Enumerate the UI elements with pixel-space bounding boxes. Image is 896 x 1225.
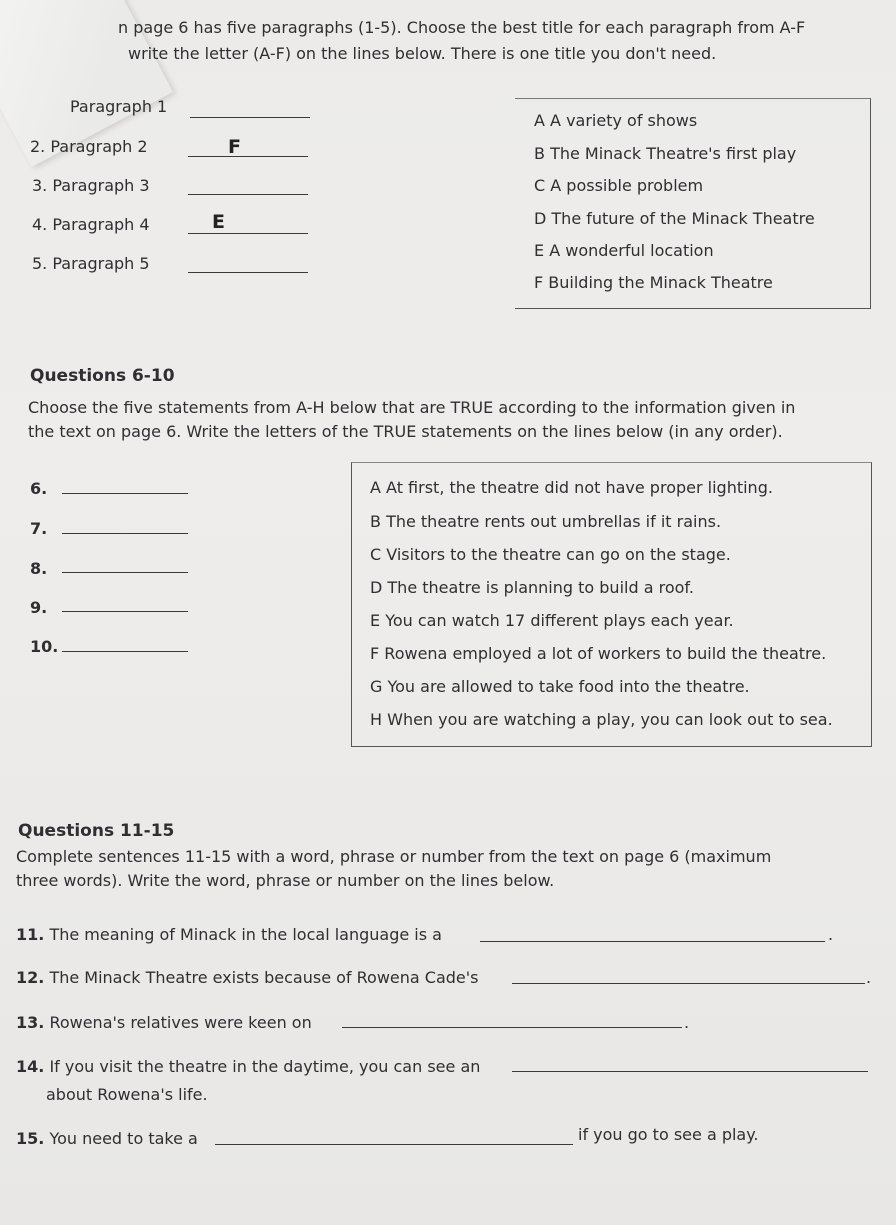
question-12 <box>16 968 479 987</box>
question-13-period: . <box>684 1013 690 1032</box>
title-option-c: C A possible problem <box>534 176 704 195</box>
question-11-text: The meaning of Minack in the local language is a <box>49 925 442 944</box>
paragraph-2-label: 2. Paragraph 2 <box>30 137 148 156</box>
questions-6-10-heading: Questions 6-10 <box>30 366 175 386</box>
question-15-text: You need to take a <box>49 1129 198 1148</box>
question-12-text: The Minack Theatre exists because of Rowena Cade's <box>49 968 479 987</box>
statement-e: E You can watch 17 different plays each year. <box>370 611 734 630</box>
question-13 <box>16 1013 312 1032</box>
question-14-text: If you visit the theatre in the daytime, you can see an <box>49 1057 481 1076</box>
paragraph-3-answer-line[interactable] <box>188 194 308 195</box>
title-option-d: D The future of the Minack Theatre <box>534 209 815 228</box>
question-13-text: Rowena's relatives were keen on <box>49 1013 312 1032</box>
question-15-number: 15. <box>16 1129 45 1148</box>
paragraph-3-label: 3. Paragraph 3 <box>32 176 150 195</box>
question-14-number: 14. <box>16 1057 45 1076</box>
question-7-number: 7. <box>30 519 48 538</box>
paragraph-5-answer-line[interactable] <box>188 272 308 273</box>
intro-line-1: n page 6 has five paragraphs (1-5). Choose the best title for each paragraph from A-F <box>118 18 806 37</box>
question-8-number: 8. <box>30 559 48 578</box>
question-15-tail: if you go to see a play. <box>578 1125 759 1144</box>
statement-c: C Visitors to the theatre can go on the stage. <box>370 545 731 564</box>
paragraph-1-answer-line[interactable] <box>190 117 310 118</box>
question-12-number: 12. <box>16 968 45 987</box>
question-15 <box>16 1129 198 1148</box>
statement-f: F Rowena employed a lot of workers to build the theatre. <box>370 644 827 663</box>
question-11-period: . <box>828 925 834 944</box>
statements-box <box>351 462 872 747</box>
statement-g: G You are allowed to take food into the theatre. <box>370 677 750 696</box>
part2-instruction-line-1: Choose the five statements from A-H below that are TRUE according to the information given in <box>28 398 796 417</box>
title-option-a: A A variety of shows <box>534 111 698 130</box>
question-12-period: . <box>866 968 872 987</box>
question-11-number: 11. <box>16 925 45 944</box>
paragraph-2-answer-line[interactable] <box>188 156 308 157</box>
question-13-answer-line[interactable] <box>342 1027 682 1028</box>
part3-instruction-line-2: three words). Write the word, phrase or number on the lines below. <box>16 871 555 890</box>
statement-a: A At first, the theatre did not have proper lighting. <box>370 478 773 497</box>
statement-h: H When you are watching a play, you can look out to sea. <box>370 710 833 729</box>
paragraph-4-label: 4. Paragraph 4 <box>32 215 150 234</box>
title-option-f: F Building the Minack Theatre <box>534 273 773 292</box>
statement-b: B The theatre rents out umbrellas if it rains. <box>370 512 722 531</box>
question-13-number: 13. <box>16 1013 45 1032</box>
question-14 <box>16 1057 480 1076</box>
intro-line-2: write the letter (A-F) on the lines below. There is one title you don't need. <box>128 44 717 63</box>
paragraph-5-label: 5. Paragraph 5 <box>32 254 150 273</box>
question-14-continuation: about Rowena's life. <box>46 1085 208 1104</box>
question-7-answer-line[interactable] <box>62 533 188 534</box>
question-9-answer-line[interactable] <box>62 611 188 612</box>
question-8-answer-line[interactable] <box>62 572 188 573</box>
part2-instruction-line-2: the text on page 6. Write the letters of the TRUE statements on the lines below (in any order). <box>28 422 783 441</box>
paragraph-2-answer: F <box>228 136 241 158</box>
question-9-number: 9. <box>30 598 48 617</box>
question-6-number: 6. <box>30 479 48 498</box>
statement-d: D The theatre is planning to build a roof. <box>370 578 694 597</box>
question-14-answer-line[interactable] <box>512 1071 868 1072</box>
paragraph-4-answer: E <box>212 211 225 233</box>
question-15-answer-line[interactable] <box>215 1144 573 1145</box>
question-10-number: 10. <box>30 637 59 656</box>
paragraph-1-label: Paragraph 1 <box>70 97 168 116</box>
title-option-e: E A wonderful location <box>534 241 714 260</box>
part3-instruction-line-1: Complete sentences 11-15 with a word, phrase or number from the text on page 6 (maximum <box>16 847 772 866</box>
title-option-b: B The Minack Theatre's first play <box>534 144 797 163</box>
question-11 <box>16 925 442 944</box>
questions-11-15-heading: Questions 11-15 <box>18 821 175 841</box>
question-6-answer-line[interactable] <box>62 493 188 494</box>
question-12-answer-line[interactable] <box>512 983 865 984</box>
paragraph-4-answer-line[interactable] <box>188 233 308 234</box>
question-11-answer-line[interactable] <box>480 941 825 942</box>
question-10-answer-line[interactable] <box>62 651 188 652</box>
